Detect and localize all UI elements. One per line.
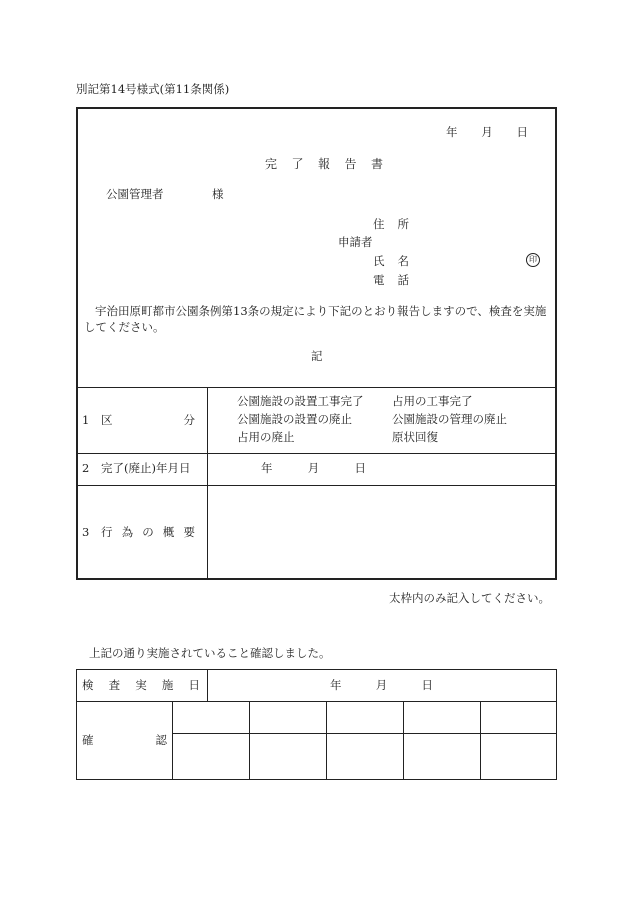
confirm-column-divider: [207, 669, 208, 701]
stamp-cell-divider: [326, 701, 327, 780]
stamp-cell-divider: [480, 701, 481, 780]
row2-label: 完了(廃止)年月日: [101, 461, 191, 475]
body-text-line2: してください。: [84, 320, 165, 334]
option-item: 原状回復: [392, 430, 438, 444]
year-char: 年: [446, 125, 458, 139]
report-date: [446, 127, 528, 139]
option-item: 占用の工事完了: [392, 394, 473, 408]
row-divider: [77, 453, 556, 454]
confirm-row-divider: [76, 701, 557, 702]
row1-label: 区 分: [101, 413, 195, 427]
phone-label: 電 話: [373, 273, 409, 287]
name-label: 氏 名: [373, 254, 409, 268]
row2-number: 2: [82, 461, 90, 475]
honorific: 様: [212, 187, 224, 201]
ki-label: 記: [311, 349, 323, 363]
seal-mark: 印: [526, 253, 540, 267]
inspection-date-label: 検 査 実 施 日: [82, 678, 200, 692]
footnote: 太枠内のみ記入してください。: [389, 591, 550, 605]
title-char: 報: [317, 157, 330, 171]
confirm-column-divider: [172, 701, 173, 780]
stamp-cell-divider: [249, 701, 250, 780]
applicant-label: 申請者: [338, 235, 373, 249]
row3-number: 3: [82, 525, 90, 539]
body-text-line1: 宇治田原町都市公園条例第13条の規定により下記のとおり報告しますので、検査を実施: [95, 304, 547, 318]
option-item: 公園施設の設置工事完了: [237, 394, 364, 408]
report-form-frame: [76, 107, 557, 580]
option-item: 公園施設の設置の廃止: [237, 412, 352, 426]
form-number-label: 別記第14号様式(第11条関係): [76, 82, 230, 96]
row-divider: [77, 485, 556, 486]
title-char: 了: [291, 157, 304, 171]
confirm-stamp-divider: [172, 733, 557, 734]
inspection-date-value: 年 月 日: [330, 678, 433, 692]
title-char: 書: [370, 157, 383, 171]
confirm-label: 確 認: [82, 733, 167, 747]
column-divider: [207, 387, 208, 579]
table-top-line: [77, 387, 556, 388]
report-title: [265, 158, 383, 170]
month-char: 月: [481, 125, 493, 139]
completion-date: 年 月 日: [261, 461, 366, 475]
day-char: 日: [516, 125, 528, 139]
row1-number: 1: [82, 413, 90, 427]
stamp-cell-divider: [403, 701, 404, 780]
addressee: 公園管理者: [106, 187, 164, 201]
address-label: 住 所: [373, 217, 409, 231]
option-item: 公園施設の管理の廃止: [392, 412, 507, 426]
title-char: 完: [265, 157, 278, 171]
confirmation-intro: 上記の通り実施されていること確認しました。: [89, 646, 331, 660]
title-char: 告: [344, 157, 357, 171]
option-item: 占用の廃止: [237, 430, 295, 444]
row3-label: 行 為 の 概 要: [101, 525, 195, 539]
